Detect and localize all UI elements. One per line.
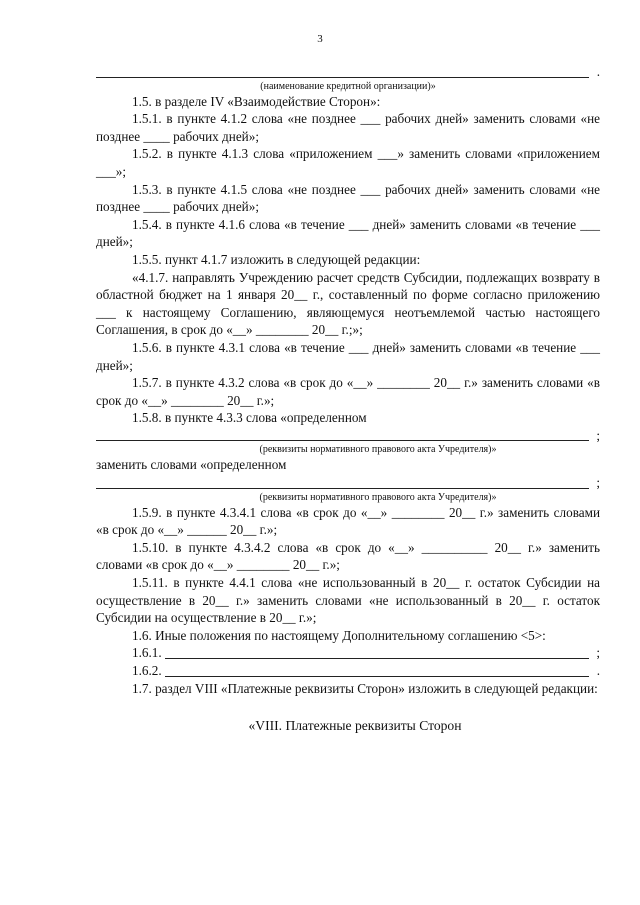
clause-1-6: 1.6. Иные положения по настоящему Дополнительному соглашению <5>: bbox=[132, 627, 546, 643]
act-caption-2: (реквизиты нормативного правового акта Учредителя)» bbox=[259, 491, 497, 503]
act-blank-line-2 bbox=[96, 474, 600, 492]
clause-1-5-2: 1.5.2. в пункте 4.1.3 слова «приложением ___» заменить словами «приложением ___»; bbox=[96, 146, 600, 179]
page-number: 3 bbox=[317, 33, 323, 45]
clause-1-5-8: 1.5.8. в пункте 4.3.3 слова «определенном bbox=[132, 410, 367, 426]
clause-1-5-10: 1.5.10. в пункте 4.3.4.2 слова «в срок до «__» __________ 20__ г.» заменить словами «в срок до «__» ________ 20__ г.»; bbox=[96, 539, 600, 573]
clause-1-5-6: 1.5.6. в пункте 4.3.1 слова «в течение ___ дней» заменить словами «в течение ___ дней»; bbox=[96, 339, 600, 373]
clause-1-5-1: 1.5.1. в пункте 4.1.2 слова «не позднее ___ рабочих дней» заменить словами «не позднее ____ рабочих дней»; bbox=[96, 111, 600, 144]
section-viii-heading: «VIII. Платежные реквизиты Сторон bbox=[248, 718, 462, 734]
credit-org-caption: (наименование кредитной организации)» bbox=[260, 80, 436, 92]
credit-org-blank-line bbox=[96, 63, 600, 81]
act-blank-line-1 bbox=[96, 427, 600, 445]
replace-with-text: заменить словами «определенном bbox=[96, 457, 287, 473]
document-body bbox=[96, 63, 600, 735]
blank-line-end: . bbox=[596, 663, 600, 678]
blank-line-end: ; bbox=[596, 475, 600, 491]
blank-line-end: ; bbox=[596, 645, 600, 661]
clause-1-5-11: 1.5.11. в пункте 4.4.1 слова «не использованный в 20__ г. остаток Субсидии на осуществление в 20__ г.» заменить словами «не использованный в 20__ г. остаток Субсидии на осуществление в 20__ г.»; bbox=[96, 575, 600, 626]
blank-line-end: . bbox=[596, 64, 600, 79]
clause-1-5-9: 1.5.9. в пункте 4.3.4.1 слова «в срок до «__» ________ 20__ г.» заменить словами «в срок до «__» ______ 20__ г.»; bbox=[96, 504, 600, 538]
clause-1-5-5: 1.5.5. пункт 4.1.7 изложить в следующей редакции: bbox=[132, 251, 421, 267]
clause-1-6-2-label: 1.6.2. bbox=[132, 663, 162, 678]
clause-4-1-7-text: «4.1.7. направлять Учреждению расчет средств Субсидии, подлежащих возврату в областной бюджет на 1 января 20__ г., составленный по форме согласно приложению ___ к настоящему Соглашению, являющемуся неотъемлемой частью настоящего Соглашения, в срок до «__» ________ 20__ г.;»; bbox=[96, 269, 600, 338]
clause-1-5: 1.5. в разделе IV «Взаимодействие Сторон»: bbox=[132, 93, 381, 109]
blank-line-end: ; bbox=[596, 427, 600, 443]
act-caption-1: (реквизиты нормативного правового акта Учредителя)» bbox=[259, 444, 497, 456]
clause-1-6-1 bbox=[96, 644, 600, 662]
clause-1-5-4: 1.5.4. в пункте 4.1.6 слова «в течение ___ дней» заменить словами «в течение ___ дней»; bbox=[96, 216, 600, 250]
clause-1-7: 1.7. раздел VIII «Платежные реквизиты Сторон» изложить в следующей редакции: bbox=[132, 680, 598, 696]
clause-1-5-7: 1.5.7. в пункте 4.3.2 слова «в срок до «__» ________ 20__ г.» заменить словами «в срок до «__» ________ 20__ г.»; bbox=[96, 375, 600, 408]
clause-1-6-2 bbox=[96, 662, 600, 680]
clause-1-6-1-label: 1.6.1. bbox=[132, 645, 162, 661]
clause-1-5-3: 1.5.3. в пункте 4.1.5 слова «не позднее ___ рабочих дней» заменить словами «не позднее ____ рабочих дней»; bbox=[96, 181, 600, 215]
